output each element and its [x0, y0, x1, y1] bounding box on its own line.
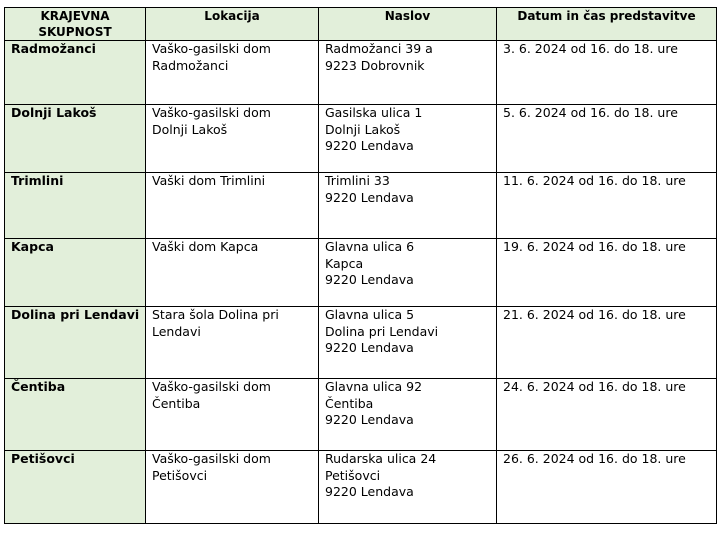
address-line: Gasilska ulica 1 [325, 105, 423, 120]
location-line: Vaško-gasilski dom [152, 41, 271, 56]
location-line: Lendavi [152, 323, 201, 339]
cell-location [146, 41, 319, 105]
location-line: Vaški dom Trimlini [152, 173, 266, 188]
cell-community: Čentiba [5, 379, 146, 451]
cell-datetime: 24. 6. 2024 od 16. do 18. ure [497, 379, 717, 451]
table-row [5, 451, 717, 524]
address-line: 9220 Lendava [325, 412, 414, 427]
table-row [5, 105, 717, 173]
header-datetime: Datum in čas predstavitve [497, 8, 717, 41]
location-line: Vaško-gasilski dom [152, 379, 271, 394]
cell-location [146, 379, 319, 451]
address-line: 9220 Lendava [325, 340, 414, 355]
cell-community: Trimlini [5, 173, 146, 239]
cell-datetime: 21. 6. 2024 od 16. do 18. ure [497, 307, 717, 379]
table-row [5, 307, 717, 379]
cell-address [319, 307, 497, 379]
address-line: Glavna ulica 5 [325, 307, 415, 322]
cell-datetime: 26. 6. 2024 od 16. do 18. ure [497, 451, 717, 524]
schedule-table-wrapper [4, 7, 717, 524]
address-line: Dolina pri Lendavi [325, 323, 439, 339]
cell-datetime: 11. 6. 2024 od 16. do 18. ure [497, 173, 717, 239]
address-line: Kapca [325, 255, 364, 271]
cell-community: Petišovci [5, 451, 146, 524]
address-line: Rudarska ulica 24 [325, 451, 437, 466]
presentation-schedule-table [4, 7, 717, 524]
address-line: Trimlini 33 [325, 173, 390, 188]
location-line: Čentiba [152, 395, 201, 411]
cell-address [319, 105, 497, 173]
table-row [5, 239, 717, 307]
header-location: Lokacija [146, 8, 319, 41]
cell-location [146, 451, 319, 524]
cell-address [319, 239, 497, 307]
address-line: Glavna ulica 92 [325, 379, 423, 394]
address-line: 9223 Dobrovnik [325, 57, 425, 73]
address-line: Dolnji Lakoš [325, 121, 401, 137]
location-line: Vaški dom Kapca [152, 239, 259, 254]
address-line: 9220 Lendava [325, 189, 414, 205]
header-address: Naslov [319, 8, 497, 41]
location-line: Radmožanci [152, 57, 229, 73]
address-line: 9220 Lendava [325, 138, 414, 153]
cell-datetime: 5. 6. 2024 od 16. do 18. ure [497, 105, 717, 173]
cell-address [319, 451, 497, 524]
location-line: Petišovci [152, 467, 208, 483]
table-body [5, 41, 717, 524]
cell-community: Dolnji Lakoš [5, 105, 146, 173]
location-line: Vaško-gasilski dom [152, 451, 271, 466]
cell-datetime: 3. 6. 2024 od 16. do 18. ure [497, 41, 717, 105]
table-row [5, 41, 717, 105]
address-line: 9220 Lendava [325, 484, 414, 499]
header-community: KRAJEVNA SKUPNOST [5, 8, 146, 41]
location-line: Dolnji Lakoš [152, 121, 228, 137]
cell-address [319, 41, 497, 105]
table-header-row [5, 8, 717, 41]
cell-location [146, 105, 319, 173]
address-line: Čentiba [325, 395, 374, 411]
cell-address [319, 379, 497, 451]
table-row [5, 173, 717, 239]
location-line: Vaško-gasilski dom [152, 105, 271, 120]
cell-community: Radmožanci [5, 41, 146, 105]
cell-datetime: 19. 6. 2024 od 16. do 18. ure [497, 239, 717, 307]
cell-community: Dolina pri Lendavi [5, 307, 146, 379]
address-line: Petišovci [325, 467, 381, 483]
cell-location [146, 239, 319, 307]
address-line: Radmožanci 39 a [325, 41, 433, 56]
address-line: 9220 Lendava [325, 272, 414, 287]
cell-location [146, 173, 319, 239]
address-line: Glavna ulica 6 [325, 239, 415, 254]
cell-community: Kapca [5, 239, 146, 307]
cell-location [146, 307, 319, 379]
location-line: Stara šola Dolina pri [152, 307, 279, 322]
table-row [5, 379, 717, 451]
cell-address [319, 173, 497, 239]
